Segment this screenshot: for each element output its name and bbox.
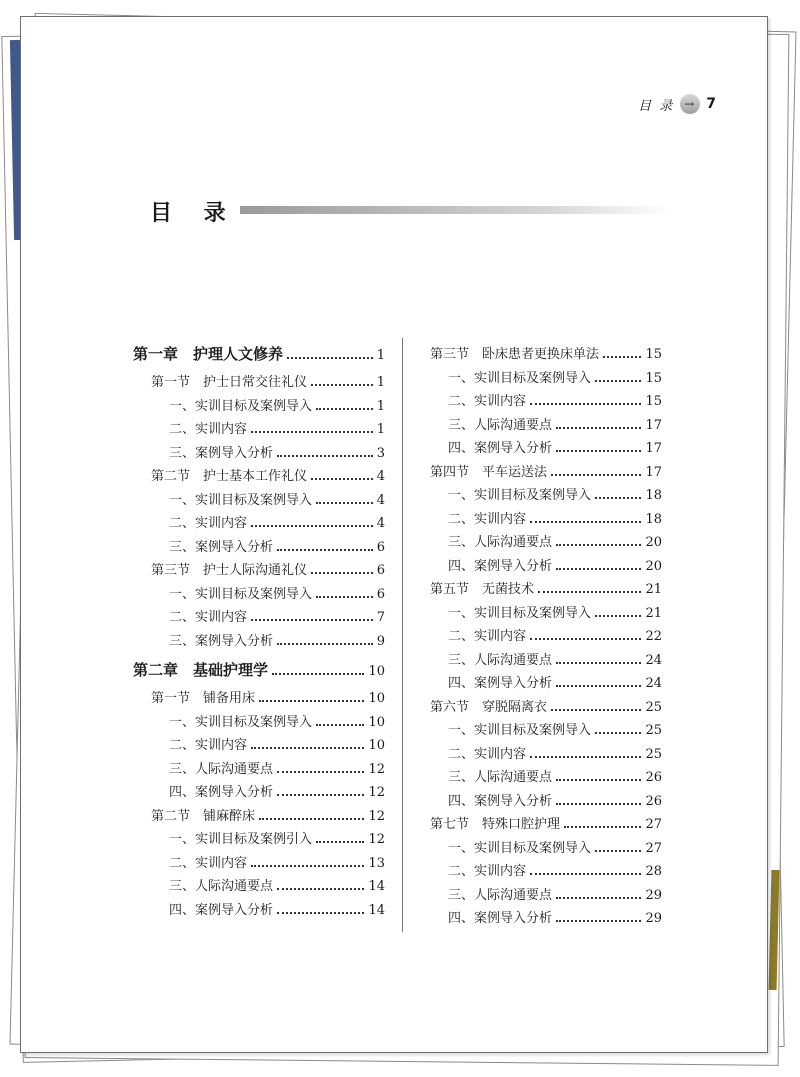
dot-leader [595, 488, 641, 499]
toc-section-entry[interactable] [133, 805, 385, 829]
toc-entry-label: 一、实训目标及案例导入 [448, 488, 592, 503]
toc-item-entry[interactable] [133, 630, 385, 654]
toc-item-entry[interactable] [133, 606, 385, 630]
dot-leader [530, 394, 641, 405]
toc-entry-page: 6 [376, 586, 385, 602]
toc-entry-page: 17 [645, 441, 662, 456]
toc-entry-label: 第一节 护士日常交往礼仪 [151, 375, 308, 390]
dot-leader [530, 864, 641, 875]
dot-leader [556, 535, 641, 546]
toc-item-entry[interactable] [430, 625, 662, 649]
toc-entry-page: 15 [645, 347, 662, 362]
toc-entry-label: 一、实训目标及案例引入 [169, 832, 313, 847]
running-head-text: 目 录 [638, 98, 675, 114]
title-gradient-bar [240, 206, 670, 214]
toc-entry-page: 9 [376, 633, 385, 649]
dot-leader [277, 540, 373, 551]
toc-entry-page: 15 [645, 370, 662, 386]
page-number: 7 [706, 96, 718, 112]
dot-leader [556, 418, 641, 429]
dot-leader [251, 422, 373, 433]
toc-entry-page: 10 [368, 664, 385, 679]
dot-leader [251, 516, 373, 527]
dot-leader [277, 446, 373, 457]
toc-item-entry[interactable] [133, 489, 385, 513]
toc-entry-page: 17 [645, 417, 662, 433]
dot-leader [277, 634, 373, 645]
toc-entry-label: 三、人际沟通要点 [169, 761, 274, 777]
toc-entry-page: 10 [368, 714, 385, 730]
toc-entry-label: 一、实训目标及案例导入 [448, 723, 592, 738]
toc-entry-label: 一、实训目标及案例导入 [448, 605, 592, 621]
dot-leader [316, 399, 373, 410]
dot-leader [564, 817, 641, 828]
toc-entry-label: 四、案例导入分析 [448, 676, 553, 691]
toc-entry-label: 第二节 护士基本工作礼仪 [151, 469, 308, 484]
toc-item-entry[interactable] [430, 484, 662, 508]
toc-item-entry[interactable] [430, 860, 662, 884]
toc-entry-page: 13 [368, 855, 385, 871]
toc-entry-page: 21 [645, 582, 662, 597]
dot-leader [556, 441, 641, 452]
toc-entry-page: 10 [368, 691, 385, 706]
toc-entry-label: 一、实训目标及案例导入 [169, 492, 313, 508]
toc-entry-page: 3 [376, 445, 385, 461]
dot-leader [311, 375, 373, 386]
toc-right-column [430, 343, 662, 931]
dot-leader [595, 723, 641, 734]
toc-entry-label: 第六节 穿脱隔离衣 [430, 699, 548, 715]
toc-item-entry[interactable] [430, 390, 662, 414]
toc-entry-page: 18 [645, 488, 662, 503]
dot-leader [530, 629, 641, 640]
toc-item-entry[interactable] [133, 418, 385, 442]
dot-leader [251, 610, 373, 621]
toc-entry-label: 三、人际沟通要点 [448, 770, 553, 785]
toc-entry-label: 三、人际沟通要点 [169, 879, 274, 894]
toc-item-entry[interactable] [430, 531, 662, 555]
dot-leader [556, 770, 641, 781]
dot-leader [277, 903, 364, 914]
toc-item-entry[interactable] [430, 884, 662, 908]
toc-left-column [133, 343, 385, 922]
dot-leader [556, 794, 641, 805]
toc-item-entry[interactable] [430, 743, 662, 767]
dot-leader [556, 676, 641, 687]
toc-entry-page: 26 [645, 770, 662, 785]
toc-entry-label: 四、案例导入分析 [448, 441, 553, 456]
dot-leader [530, 512, 641, 523]
toc-entry-label: 第三节 卧床患者更换床单法 [430, 347, 600, 362]
toc-entry-page: 21 [645, 605, 662, 621]
toc-entry-page: 14 [368, 879, 385, 894]
toc-item-entry[interactable] [133, 828, 385, 852]
toc-entry-page: 17 [645, 464, 662, 480]
toc-chapter-entry[interactable] [133, 659, 385, 687]
toc-item-entry[interactable] [133, 512, 385, 536]
toc-entry-label: 四、案例导入分析 [448, 911, 553, 926]
toc-item-entry[interactable] [430, 790, 662, 814]
page-title: 目 录 [150, 201, 238, 226]
toc-entry-page: 1 [376, 398, 385, 414]
toc-entry-label: 第七节 特殊口腔护理 [430, 817, 561, 832]
toc-entry-page: 26 [645, 793, 662, 809]
toc-item-entry[interactable] [430, 837, 662, 861]
toc-item-entry[interactable] [133, 442, 385, 466]
toc-entry-page: 20 [645, 558, 662, 574]
toc-item-entry[interactable] [430, 907, 662, 931]
toc-entry-page: 20 [645, 535, 662, 550]
toc-entry-page: 27 [645, 840, 662, 856]
toc-entry-label: 二、实训内容 [169, 610, 248, 625]
dot-leader [311, 563, 373, 574]
toc-item-entry[interactable] [133, 734, 385, 758]
toc-entry-label: 二、实训内容 [448, 864, 527, 879]
dot-leader [316, 715, 364, 726]
toc-entry-label: 三、人际沟通要点 [448, 887, 553, 903]
toc-item-entry[interactable] [133, 875, 385, 899]
toc-entry-page: 14 [368, 902, 385, 918]
toc-entry-label: 四、案例导入分析 [169, 785, 274, 800]
dot-leader [259, 691, 364, 702]
dot-leader [277, 785, 364, 796]
toc-entry-page: 25 [645, 699, 662, 715]
toc-entry-label: 四、案例导入分析 [169, 902, 274, 918]
toc-entry-label: 第一章 护理人文修养 [133, 345, 284, 363]
dot-leader [316, 587, 373, 598]
toc-entry-page: 6 [376, 563, 385, 578]
toc-entry-page: 6 [376, 539, 385, 555]
toc-entry-page: 12 [368, 761, 385, 777]
toc-entry-label: 二、实训内容 [169, 422, 248, 437]
toc-item-entry[interactable] [133, 536, 385, 560]
toc-entry-page: 28 [645, 864, 662, 879]
dot-leader [556, 911, 641, 922]
toc-item-entry[interactable] [430, 367, 662, 391]
toc-entry-page: 29 [645, 887, 662, 903]
toc-entry-label: 一、实训目标及案例导入 [169, 398, 313, 414]
toc-entry-page: 10 [368, 738, 385, 753]
toc-section-entry[interactable] [430, 813, 662, 837]
dot-leader [272, 664, 364, 675]
toc-entry-page: 24 [645, 652, 662, 668]
dot-leader [603, 347, 641, 358]
toc-entry-label: 四、案例导入分析 [448, 558, 553, 574]
toc-item-entry[interactable] [430, 414, 662, 438]
toc-entry-page: 15 [645, 394, 662, 409]
toc-entry-label: 二、实训内容 [448, 746, 527, 762]
dot-leader [277, 879, 364, 890]
toc-entry-page: 1 [376, 375, 385, 390]
toc-entry-label: 三、案例导入分析 [169, 633, 274, 649]
toc-entry-label: 第一节 铺备用床 [151, 691, 256, 706]
toc-entry-page: 22 [645, 629, 662, 644]
toc-entry-label: 三、案例导入分析 [169, 539, 274, 555]
dot-leader [251, 856, 364, 867]
toc-item-entry[interactable] [430, 649, 662, 673]
toc-entry-label: 三、人际沟通要点 [448, 417, 553, 433]
toc-item-entry[interactable] [430, 437, 662, 461]
toc-entry-label: 三、人际沟通要点 [448, 652, 553, 668]
toc-entry-label: 二、实训内容 [448, 511, 527, 527]
toc-entry-page: 12 [368, 785, 385, 800]
toc-section-entry[interactable] [430, 696, 662, 720]
toc-entry-page: 25 [645, 723, 662, 738]
toc-entry-label: 二、实训内容 [448, 394, 527, 409]
toc-entry-page: 18 [645, 511, 662, 527]
toc-entry-page: 24 [645, 676, 662, 691]
toc-item-entry[interactable] [430, 672, 662, 696]
column-divider [402, 338, 403, 932]
toc-item-entry[interactable] [133, 711, 385, 735]
toc-entry-label: 第二节 铺麻醉床 [151, 808, 256, 824]
toc-entry-page: 29 [645, 911, 662, 926]
toc-entry-label: 三、案例导入分析 [169, 445, 274, 461]
dot-leader [551, 465, 641, 476]
dot-leader [530, 747, 641, 758]
toc-section-entry[interactable] [133, 687, 385, 711]
toc-item-entry[interactable] [430, 719, 662, 743]
toc-item-entry[interactable] [430, 555, 662, 579]
toc-item-entry[interactable] [133, 781, 385, 805]
toc-entry-page: 1 [376, 348, 385, 363]
toc-entry-page: 7 [376, 610, 385, 625]
dot-leader [556, 653, 641, 664]
toc-entry-label: 四、案例导入分析 [448, 793, 553, 809]
toc-entry-label: 二、实训内容 [169, 516, 248, 531]
dot-leader [538, 582, 641, 593]
toc-item-entry[interactable] [133, 852, 385, 876]
dot-leader [316, 832, 364, 843]
running-head [638, 94, 718, 114]
toc-entry-page: 4 [376, 492, 385, 508]
toc-item-entry[interactable] [133, 583, 385, 607]
toc-entry-page: 1 [376, 422, 385, 437]
toc-entry-label: 一、实训目标及案例导入 [448, 370, 592, 386]
dot-leader [595, 841, 641, 852]
dot-leader [259, 809, 364, 820]
dot-leader [595, 606, 641, 617]
toc-section-entry[interactable] [133, 559, 385, 583]
toc-entry-page: 4 [376, 469, 385, 484]
dot-leader [595, 371, 641, 382]
toc-entry-label: 一、实训目标及案例导入 [169, 586, 313, 602]
dot-leader [556, 559, 641, 570]
arrow-icon: → [680, 94, 700, 114]
toc-item-entry[interactable] [430, 602, 662, 626]
toc-item-entry[interactable] [430, 766, 662, 790]
dot-leader [551, 700, 641, 711]
toc-entry-label: 第三节 护士人际沟通礼仪 [151, 563, 308, 578]
toc-entry-label: 二、实训内容 [169, 855, 248, 871]
toc-section-entry[interactable] [430, 461, 662, 485]
dot-leader [311, 469, 373, 480]
dot-leader [316, 493, 373, 504]
dot-leader [277, 762, 364, 773]
toc-section-entry[interactable] [430, 578, 662, 602]
toc-section-entry[interactable] [133, 465, 385, 489]
toc-item-entry[interactable] [430, 508, 662, 532]
toc-entry-label: 三、人际沟通要点 [448, 535, 553, 550]
toc-section-entry[interactable] [430, 343, 662, 367]
dot-leader [251, 738, 364, 749]
toc-entry-label: 第四节 平车运送法 [430, 464, 548, 480]
toc-entry-page: 12 [368, 808, 385, 824]
toc-chapter-entry[interactable] [133, 343, 385, 371]
toc-entry-label: 一、实训目标及案例导入 [169, 714, 313, 730]
dot-leader [556, 888, 641, 899]
toc-entry-label: 第五节 无菌技术 [430, 582, 535, 597]
toc-entry-label: 二、实训内容 [169, 738, 248, 753]
toc-entry-label: 一、实训目标及案例导入 [448, 840, 592, 856]
toc-item-entry[interactable] [133, 758, 385, 782]
toc-entry-label: 第二章 基础护理学 [133, 661, 269, 679]
toc-entry-page: 4 [376, 516, 385, 531]
toc-item-entry[interactable] [133, 899, 385, 923]
toc-entry-page: 27 [645, 817, 662, 832]
toc-entry-page: 25 [645, 746, 662, 762]
toc-entry-label: 二、实训内容 [448, 629, 527, 644]
toc-entry-page: 12 [368, 832, 385, 847]
dot-leader [287, 348, 373, 359]
toc-section-entry[interactable] [133, 371, 385, 395]
toc-item-entry[interactable] [133, 395, 385, 419]
